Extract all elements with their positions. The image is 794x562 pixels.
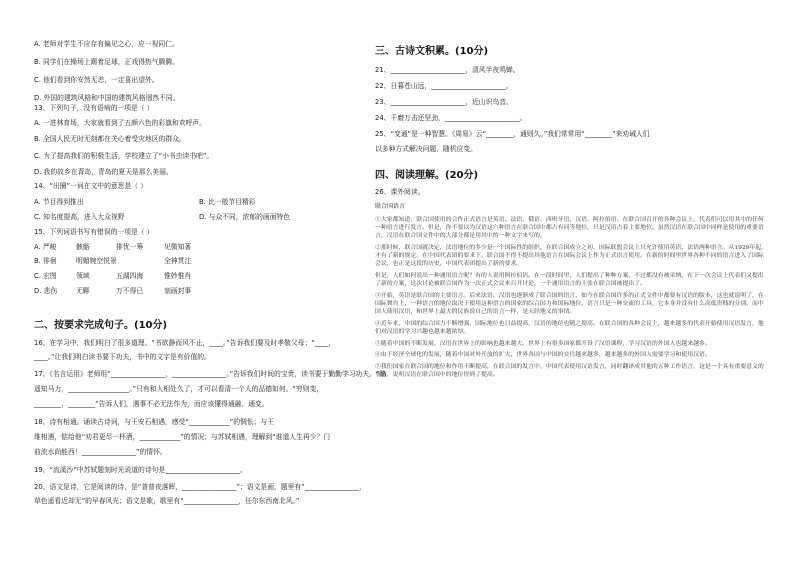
paragraph: ③开始，英语是联合国的主要语言。后来法语、汉语也逐渐成了联合国的语言，如今在联合国许多的正式文件中都要有汉语的版本，这也就说明了，在国际舞台上，一种语言的地位取决于使用这种语言的国家的综合国力和国际地位，语言只是一种交流的工具，它本身并没有什么高低贵贱的分别，而中国人使用汉语，和世界上最大的民族说自己的语言一样，是天经地义的事情。 (375, 292, 764, 316)
paragraph: ⑦我们国家在联合国的地位和作用不断提高，在联合国的发言中，中国代表使用汉语发言，同时翻译成其他的五种工作语言，这是一个具有重要意义的事情，说明汉语在联合国中的地位得到了提高。 (375, 363, 764, 378)
q22: 22、日暮苍山远，______________________。 (375, 82, 513, 90)
q13-option-a: A. 一进林育场，大家就看到了五颜六色的彩旗和欢呼声。 (34, 119, 206, 127)
q17-line-1: 17、《名言运用》老师用“________________，________________。”告诉我们时间的宝贵，读书要于勤勤学习功夫。“路 (34, 370, 387, 378)
q12-option-a: A. 老师对学生不应存有偏见之心，应一视同仁。 (34, 40, 179, 48)
q21: 21、______________________，清风半夜鸣蝉。 (375, 66, 520, 74)
q14-option-d: D. 与众不同，浓郁的画面特色 (199, 213, 291, 221)
q15-stem: 15、下列词语书写有错误的一项是（ ） (34, 228, 154, 236)
q17-line-2: 遥知马力，__________________。”只有和人相处久了，才可以看清一个人的品德如何。“穷则变， (34, 385, 324, 393)
paragraph: ⑤随着中国的不断发展，汉语在世界上的影响也越来越大。世界上有很多国家都开设了汉语课程，学习汉语的外国人也越来越多。 (375, 340, 711, 347)
q17-line-3: ________，________”告诉人们，遇事不必无法作为，而应该懂得通融、通变。 (34, 400, 269, 408)
q13-option-d: D. 我的故乡在青岛，青岛的夏天是那么美丽。 (34, 168, 173, 176)
q23: 23、______________________，近山识鸟音。 (375, 98, 513, 106)
article-body (375, 216, 767, 383)
paragraph: ⑥由于经济全球化的发展，随着中国对外开放的扩大，世界各国与中国的交往越来越多，越来越多的外国人需要学习和使用汉语。 (375, 352, 711, 359)
q13-option-b: B. 全国人民无时无刻都在关心着受灾地区的群众。 (34, 135, 186, 143)
q19: 19、“流溪沙”中苏轼题刻时光说道的诗句是______________________。 (34, 466, 247, 474)
q14-option-a: A. 节目得到推出 (34, 198, 84, 206)
q16-line-1: 16、在学习中，我们明白了很多道理。“书欲静而风不止，____。”告诉我们要及时孝敬父母；“____， (34, 339, 336, 347)
q12-option-b: B. 同学们在操场上踢着足球，正戏得热气腾腾。 (34, 58, 179, 66)
q25-line-2: 以多种方式解决问题、随机应变。 (375, 145, 477, 153)
q20-line-1: 20、语文是诗，它是阅读的诗，是“普普夜落晖，________________”；语文是画，题里有“________________， (34, 483, 366, 491)
q12-option-c: C. 他们看到你安然无恙，一定喜出望外。 (34, 76, 159, 84)
article-title: 联合国语言 (375, 203, 406, 210)
q18-line-1: 18、诗有相通。诵读古诗词，与王安石相遇，感受“____________”的惆怅；与王 (34, 418, 274, 426)
paragraph: ①大家都知道，联合国使用的合作正式语言是英语、法语、俄语、西班牙语、汉语、阿拉伯语。在联合国召开的各种会议上，代表们可以用其中的任何一种语言进行发言。但是，你不要以为汉语这六种语言在联合国中都占有同等地位，只是汉语占着主要地位。虽然汉语在联合国中同样是使用的重要语言，汉语在联合国文件中的大部分都是用其中的一种文字来写的。 (375, 217, 764, 240)
q18-line-2: 维相遇，惦给他“劝君更尽一杯酒，____________”的情况；与苏轼相遇，理解到“谁道人生再少？门 (34, 433, 331, 441)
q14-stem: 14、“出圈”一词在文中的意思是（ ） (34, 182, 148, 190)
q16-line-2: ____。”让我们明白读书要下功夫，书中的文字是有价值的。 (34, 353, 211, 361)
q25-line-1: 25、“变通”是一种智慧。《周易》云“________，通则久。”我们常常用“________”来劝诫人们 (375, 130, 650, 138)
q20-line-2: 草色遥看近却无”的早春风光；语文是歌，歌里有“________________，任尔东西南北风。” (34, 497, 300, 505)
paragraph: ②那时候，联合国就决定，法语地位的多少是一个国际性的组织，在联合国成立之初，国际联盟会议上只允许使用英语、法语两种语言。从1929年起，才有了新的规定。在中国代表团的要求下，联合国不得不提出其他语言在国际会议上作为正式语言使用。在新的时间里世界各种不同的语言进入了国际会议，也正是这段的历史，中国代表团提出了新的要求。 (375, 245, 767, 268)
q14-option-b: B. 比一般节目精彩 (199, 198, 256, 206)
paragraph: ④近年来，中国的综合国力不断增强，国际地位也日益提高，汉语的地位也随之提高。在联合国的各种会议上，越来越多的代表开始使用汉语发言，他们对汉语的学习兴趣也越来越浓厚。 (375, 320, 764, 335)
section-2-title: 二、按要求完成句子。(10分) (34, 320, 168, 331)
q13-stem: 13、下列句子，没有语病的一项是（ ） (34, 104, 154, 112)
paragraph: 但是，人们如何说出一种通用语言呢？有的人说用阿拉伯语。在一段时间里，人们提出了种种方案，不过都没有被采纳。在下一次会议上代表们又提出了新的方案，这次讨论被联合国作为一次正式会议来召开讨论，一个通用语言的主张在联合国被提出了。 (375, 273, 764, 288)
q26: 26、课外阅读。 (375, 188, 425, 196)
q14-option-c: C. 知名度提高，进入大众视野 (34, 213, 125, 221)
q13-option-c: C. 为了提高我们的积极生活，学校建立了“小书虫读书吧”。 (34, 152, 214, 160)
section-4-title: 四、阅读理解。(20分) (375, 170, 479, 181)
q24: 24、千磨万击还坚劲，______________________。 (375, 114, 527, 122)
q12-option-d: D. 外国的建筑风格和中国的建筑风格迥然不同。 (34, 94, 180, 102)
section-3-title: 三、古诗文积累。(10分) (375, 46, 489, 57)
q18-line-3: 前流水尚能西！________________”的情怀。 (34, 448, 167, 456)
